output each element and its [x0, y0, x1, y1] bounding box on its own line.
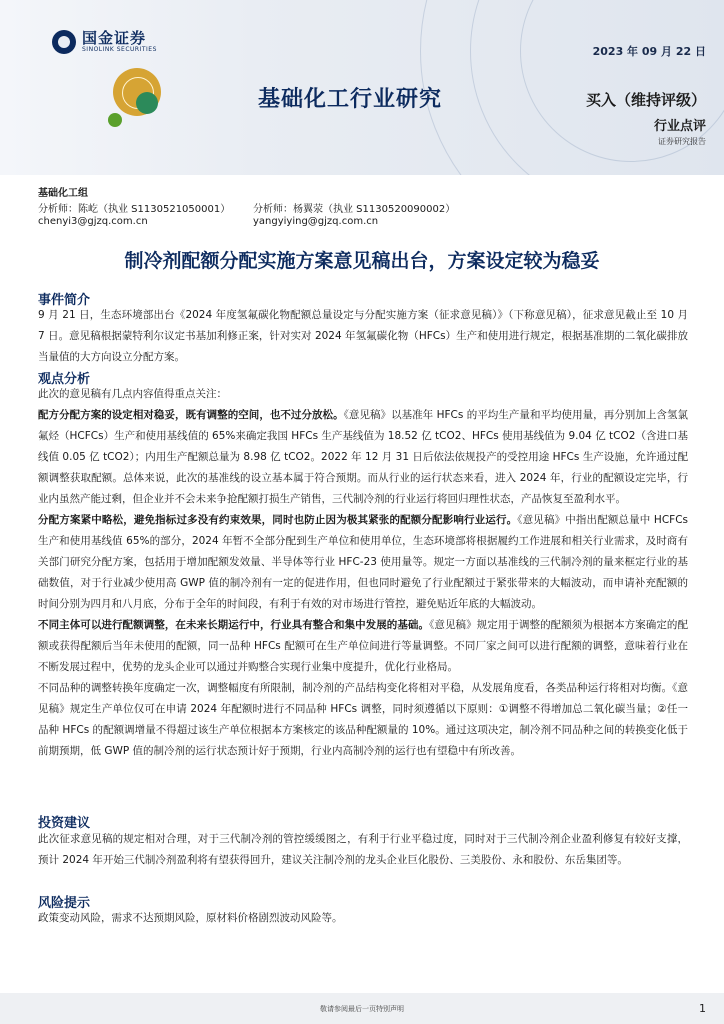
paragraph-event	[38, 305, 688, 368]
company-logo	[52, 30, 157, 54]
point-1-lead: 配方分配方案的设定相对稳妥，既有调整的空间，也不过分放松。	[38, 409, 344, 421]
report-subtype: 证券研究报告	[658, 137, 706, 146]
paragraph-view	[38, 384, 688, 762]
section-heading-risk: 风险提示	[38, 896, 91, 911]
section-heading-view: 观点分析	[38, 372, 91, 387]
footer-disclaimer-link[interactable]: 敬请参阅最后一页特别声明	[320, 1005, 404, 1013]
logo-icon	[52, 30, 76, 54]
section-heading-invest: 投资建议	[38, 816, 91, 831]
header-banner	[0, 0, 724, 175]
paragraph-text: 此次征求意见稿的规定相对合理，对于三代制冷剂的管控缓缓图之，有利于行业平稳过度，同时对于三代制冷剂企业盈利修复有较好支撑，预计 2024 年开始三代制冷剂盈利将有望获得回升，建议关注制冷剂的龙头企业巨化股份、三美股份、永和股份、东岳集团等。	[38, 833, 688, 866]
section-heading-event: 事件简介	[38, 293, 91, 308]
point-2-lead: 分配方案紧中略松，避免指标过多没有约束效果，同时也防止因为极其紧张的配额分配影响行业运行。	[38, 514, 518, 526]
logo-name: 国金证券	[82, 28, 147, 47]
badge-icon	[108, 113, 122, 127]
badge-icon	[136, 92, 158, 114]
analyst-2: 分析师：杨翼荥（执业 S1130520090002）	[253, 204, 456, 215]
analyst-1-email[interactable]: chenyi3@gjzq.com.cn	[38, 216, 148, 227]
paragraph-text: 9 月 21 日，生态环境部出台《2024 年度氢氟碳化物配额总量设定与分配实施方案（征求意见稿）》（下称意见稿），征求意见截止至 10 月 7 日。意见稿根据蒙特利尔议定书基加利修正案，针对实对 2024 年氢氟碳化物（HFCs）生产和使用进行规定，根据基准期的二氧化碳排放当量值的大方向设立分配方案。	[38, 309, 688, 363]
paragraph-point-1	[38, 405, 688, 510]
paragraph-risk	[38, 908, 688, 929]
document-title: 制冷剂配额分配实施方案意见稿出台，方案设定较为稳妥	[124, 250, 600, 272]
paragraph-invest	[38, 829, 688, 871]
rating: 买入（维持评级）	[585, 91, 706, 109]
report-date: 2023 年 09 月 22 日	[592, 45, 706, 58]
paragraph-point-4: 不同品种的调整转换年度确定一次，调整幅度有所限制，制冷剂的产品结构变化将相对平稳，从发展角度看，各类品种运行将相对均衡。《意见稿》规定生产单位仅可在申请 2024 年配额时进行不同品种 HFCs 调整，同时须遵循以下原则：①调整不得增加总二氧化碳当量；②任一品种 HFCs 的配额调增量不得超过该生产单位根据本方案核定的该品种配额量的 10%。通过这项决定，制冷剂不同品种之间的转换变化低于前期预期，低 GWP 值的制冷剂的运行状态预计好于预期，行业内高制冷剂的运行也有望稳中有所改善。	[38, 682, 688, 757]
point-3-lead: 不同主体可以进行配额调整，在未来长期运行中，行业具有整合和集中发展的基础。	[38, 619, 430, 631]
point-2-text: 《意见稿》中指出配额总量中 HCFCs 生产和使用基线值 65%的部分，2024 年暂不全部分配到生产单位和使用单位，生态环境部将根据履约工作进展和相关行业需求，及时商有关部门研究分配方案，包括用于增加配额发效量、半导体等行业 HFC-23 使用量等。规定一方面以基准线的三代制冷剂的量来框定行业的基础数值，对于行业减少使用高 GWP 值的制冷剂有一定的促进作用，但也同时避免了行业配额过于紧张带来的大幅波动，而申请补充配额的时间分别为四月和八月底，分布于全年的时间段，有利于有效的对市场进行管控，避免贴近年底的大幅波动。	[38, 514, 689, 610]
research-group: 基础化工组	[38, 188, 88, 199]
footer	[0, 993, 724, 1024]
paragraph-point-3	[38, 615, 688, 678]
paragraph-point-2	[38, 510, 688, 615]
logo-english: SINOLINK SECURITIES	[82, 45, 157, 53]
paragraph-text: 政策变动风险，需求不达预期风险，原材料价格剧烈波动风险等。	[38, 912, 343, 924]
report-category-title: 基础化工行业研究	[258, 87, 443, 112]
point-1-text: 《意见稿》以基准年 HFCs 的平均生产量和平均使用量，再分别加上含氢氯氟烃（HCFCs）生产和使用基线值的 65%来确定我国 HFCs 生产基线值为 18.52 亿 tCO2、HFCs 使用基线值为 9.04 亿 tCO2（含进口基线值 0.05 亿 tCO2）；内用生产配额总量为 8.98 亿 tCO2。2022 年 12 月 31 日后依法依规投产的受控用途 HFCs 生产设施，允许通过配额调整获取配额。总体来说，此次的基准线的设立基本属于符合预期。而从行业的运行状态来看，进入 2024 年，行业的配额设定完毕，行业内虽然产能过剩，但企业并不会未来争抢配额打损生产销售，三代制冷剂的行业运行将回归理性状态，产品恢复至盈利水平。	[38, 409, 688, 505]
analyst-2-email[interactable]: yangyiying@gjzq.com.cn	[253, 216, 379, 227]
paragraph-intro: 此次的意见稿有几点内容值得重点关注：	[38, 388, 227, 400]
point-3-text: 《意见稿》规定用于调整的配额须为根据本方案确定的配额或获得配额后当年未使用的配额，同一品种 HFCs 配额可在生产单位间进行等量调整。不同厂家之间可以进行配额的调整，意味着行业在不断发展过程中，优势的龙头企业可以通过并购整合实现行业集中度提升，优化行业格局。	[38, 619, 688, 673]
report-type: 行业点评	[653, 119, 706, 134]
page-number: 1	[699, 1002, 706, 1015]
analyst-1: 分析师：陈屹（执业 S1130521050001）	[38, 204, 231, 215]
